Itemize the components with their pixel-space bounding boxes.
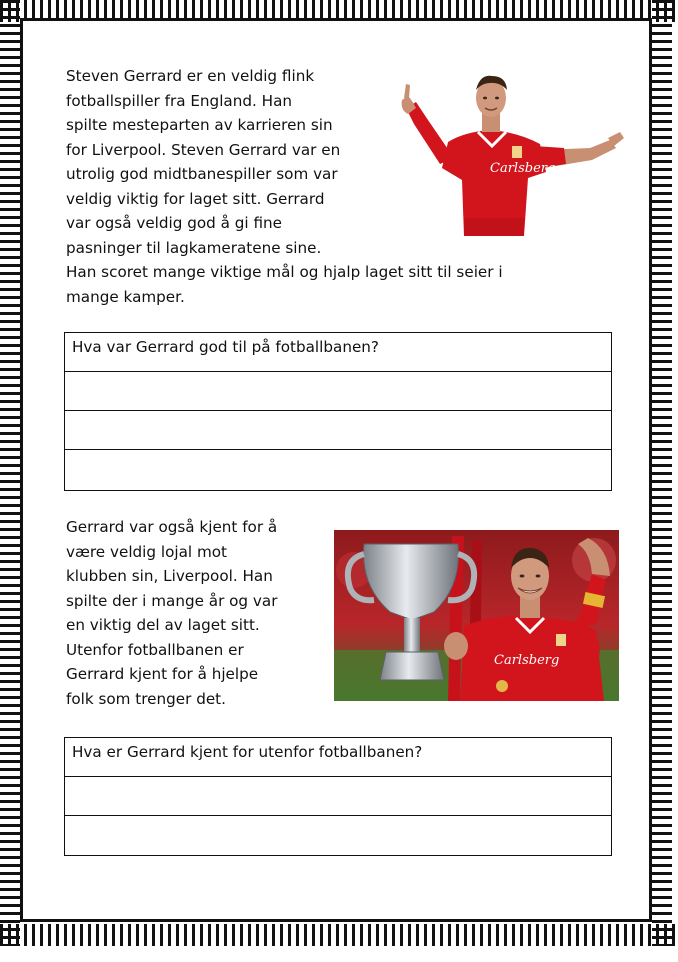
paragraph-line: spilte mesteparten av karrieren sin <box>66 116 333 134</box>
paragraph-line: mange kamper. <box>66 287 185 306</box>
answer-line[interactable] <box>65 777 611 816</box>
paragraph-line: var også veldig god å gi fine <box>66 214 282 232</box>
decorative-border-bottom <box>0 924 678 946</box>
question-row <box>65 738 611 777</box>
shirt-sponsor-text: Carlsberg <box>494 653 560 668</box>
paragraph-line: være veldig lojal mot <box>66 542 227 561</box>
paragraph-line: utrolig god midtbanespiller som var <box>66 165 338 183</box>
paragraph-line: for Liverpool. Steven Gerrard var en <box>66 140 341 159</box>
question-row <box>65 333 611 372</box>
paragraph-line: veldig viktig for laget sitt. Gerrard <box>66 189 325 208</box>
decorative-border-left <box>0 0 20 946</box>
answer-line[interactable] <box>65 411 611 450</box>
paragraph-line: Utenfor fotballbanen er <box>66 640 244 659</box>
paragraph-line: en viktig del av laget sitt. <box>66 616 260 634</box>
paragraph-line: fotballspiller fra England. Han <box>66 91 292 110</box>
answer-line[interactable] <box>65 816 611 855</box>
question-box-off-field <box>64 737 612 856</box>
paragraph-line: Gerrard var også kjent for å <box>66 518 278 536</box>
paragraph-line: klubben sin, Liverpool. Han <box>66 567 273 585</box>
paragraph-line: Steven Gerrard er en veldig flink <box>66 67 315 85</box>
question-box-skills <box>64 332 612 491</box>
answer-line[interactable] <box>65 372 611 411</box>
gerrard-celebration-photo <box>394 72 626 236</box>
shirt-sponsor-text: Carlsberg <box>490 161 556 176</box>
answer-line[interactable] <box>65 450 611 489</box>
gerrard-trophy-photo <box>334 530 619 701</box>
paragraph-line: Gerrard kjent for å hjelpe <box>66 665 259 683</box>
paragraph-line: spilte der i mange år og var <box>66 591 278 610</box>
decorative-border-right <box>652 0 672 946</box>
loyalty-paragraph <box>66 515 277 711</box>
paragraph-line: folk som trenger det. <box>66 689 226 708</box>
question-text: Hva er Gerrard kjent for utenfor fotballbanen? <box>72 743 423 761</box>
paragraph-line: Han scoret mange viktige mål og hjalp laget sitt til seier i <box>66 263 503 281</box>
paragraph-line: pasninger til lagkameratene sine. <box>66 238 322 257</box>
question-text: Hva var Gerrard god til på fotballbanen? <box>72 338 379 356</box>
